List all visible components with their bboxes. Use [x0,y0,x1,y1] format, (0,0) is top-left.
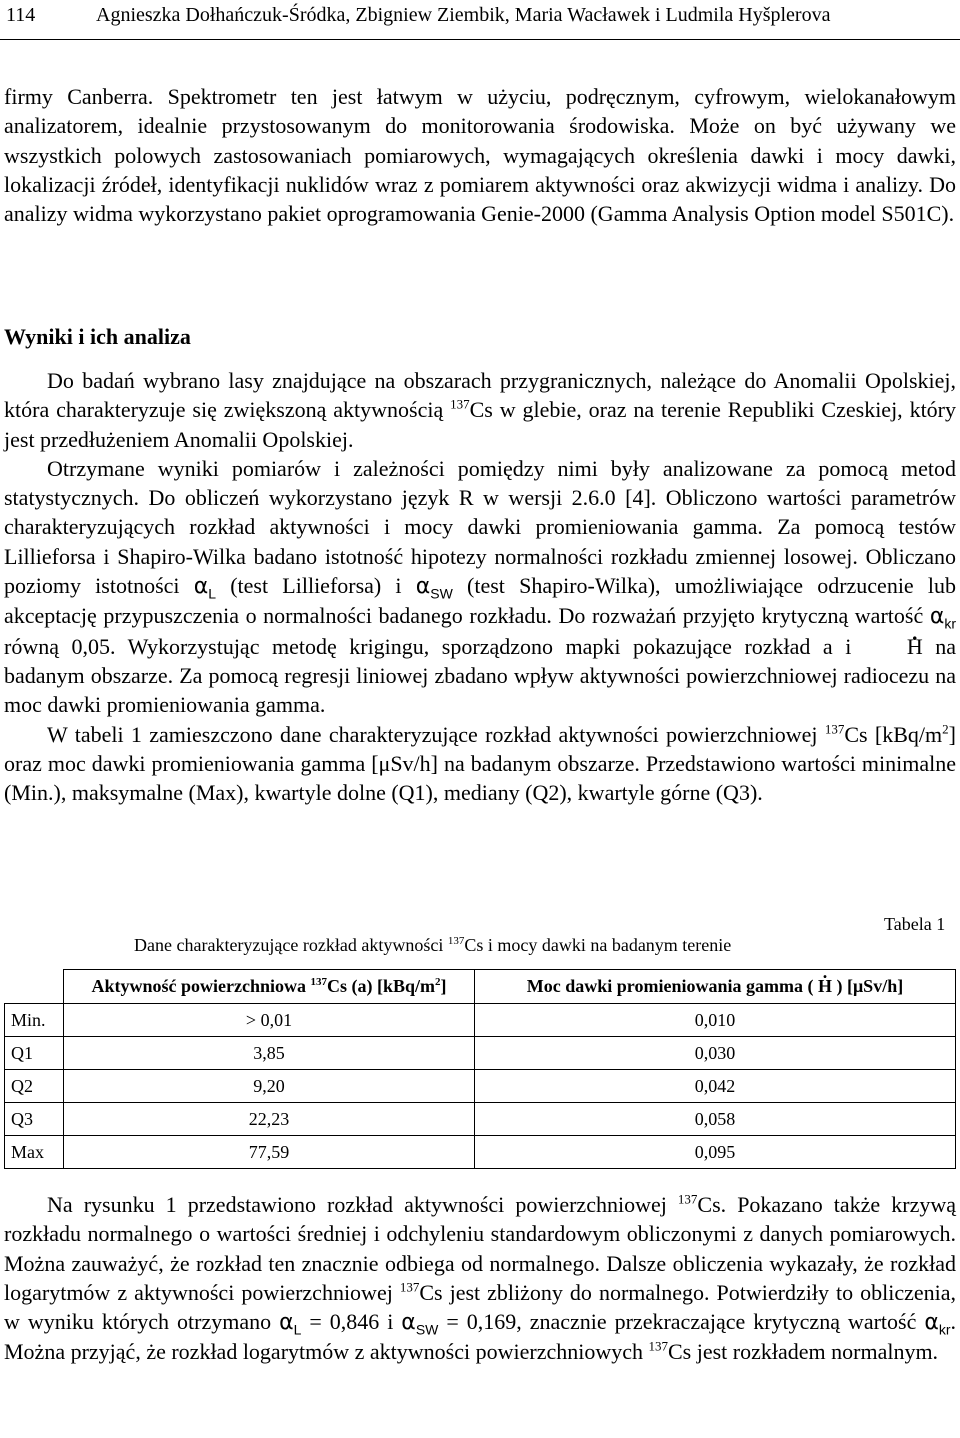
table-corner-cell [5,970,64,1004]
row-label: Q3 [5,1103,64,1136]
results-text-block [4,366,956,807]
paragraph-5: Na rysunku 1 przedstawiono rozkład aktywności powierzchniowej $^{137}$Cs. Pokazano także krzywą rozkładu normalnego o wartości średniej i odchyleniu standardowym obliczonymi z danych pomiarowych. Można zauważyć, że rozkład ten znacznie odbiega od normalnego. Dalsze obliczenia wykazały, że rozkład logarytmów z aktywności powierzchniowej $^{137}$Cs jest zbliżony do normalnego. Potwierdziły to obliczenia, w wyniku których otrzymano $\alpha_L = 0,846$ i $\alpha_{SW} = 0,169$, znacznie przekraczające krytyczną wartość $\alpha_{kr}$. Można przyjąć, że rozkład logarytmów z aktywności powierzchniowych $^{137}$Cs jest rozkładem normalnym. [4,1191,957,1365]
table-label: Tabela 1 [884,914,946,934]
activity-value: 3,85 [64,1037,475,1070]
activity-value: > 0,01 [64,1004,475,1037]
header-authors: Agnieszka Dołhańczuk-Śródka, Zbigniew Ziembik, Maria Wacławek i Ludmila Hyšplerova [96,4,831,26]
activity-value: 77,59 [64,1136,475,1169]
section-heading: Wyniki i ich analiza [4,324,191,349]
table-row [5,1070,956,1103]
table-row [5,1136,956,1169]
column-header-activity: Aktywność powierzchniowa $^{137}$Cs (a) $[kBq/m^2]$ [64,970,475,1004]
table-header-row [5,970,956,1004]
dose-rate-value: 0,010 [475,1004,956,1037]
table-row [5,1037,956,1070]
dose-rate-value: 0,030 [475,1037,956,1070]
dose-rate-value: 0,058 [475,1103,956,1136]
row-label: Q2 [5,1070,64,1103]
heading-block [4,322,956,351]
table-row [5,1004,956,1037]
data-table [4,969,956,1169]
dose-rate-value: 0,095 [475,1136,956,1169]
table-caption: Dane charakteryzujące rozkład aktywności $^{137}$Cs i mocy dawki na badanym terenie [134,935,732,955]
row-label: Q1 [5,1037,64,1070]
dose-rate-value: 0,042 [475,1070,956,1103]
paragraph-4: W tabeli 1 zamieszczono dane charakteryzujące rozkład aktywności powierzchniowej $^{137}$Cs $[kBq/m^2]$ oraz moc dawki promieniowania gamma [μSv/h] na badanym obszarze. Przedstawiono wartości minimalne (Min.), maksymalne (Max), kwartyle dolne (Q1), mediany (Q2), kwartyle górne (Q3). [4,721,956,806]
table-row [5,1103,956,1136]
paragraph-1: firmy Canberra. Spektrometr ten jest łatwym w użyciu, podręcznym, cyfrowym, wielokanałowym analizatorem, idealnie przystosowanym do monitorowania środowiska. Może on być używany we wszystkich polowych zastosowaniach pomiarowych, wymagających określenia dawki i mocy dawki, lokalizacji źródeł, identyfikacji nuklidów wraz z pomiarem aktywności oraz akwizycji widma i analizy. Do analizy widma wykorzystano pakiet oprogramowania Genie-2000 (Gamma Analysis Option model S501C). [4,84,956,227]
paragraph-2: Do badań wybrano lasy znajdujące na obszarach przygranicznych, należące do Anomalii Opolskiej, która charakteryzuje się zwiększoną aktywnością $^{137}$Cs w glebie, oraz na terenie Republiki Czeskiej, który jest przedłużeniem Anomalii Opolskiej. [4,368,957,452]
activity-value: 9,20 [64,1070,475,1103]
page-number: 114 [6,4,36,26]
row-label: Min. [5,1004,64,1037]
row-label: Max [5,1136,64,1169]
column-header-dose-rate: Moc dawki promieniowania gamma ( . H ) [μSv/h] [475,970,956,1004]
paragraph-3: Otrzymane wyniki pomiarów i zależności pomiędzy nimi były analizowane za pomocą metod statystycznych. Do obliczeń wykorzystano język R w wersji 2.6.0 [4]. Obliczono wartości parametrów charakteryzujących rozkład aktywności i mocy dawki promieniowania gamma. Za pomocą testów Lillieforsa i Shapiro-Wilka badano istotność hipotezy normalności rozkładu zmiennej losowej. Obliczano poziomy istotności $\alpha_L$ (test Lillieforsa) i $\alpha_{SW}$ (test Shapiro-Wilka), umożliwiające odrzucenie lub akceptację przypuszczenia o normalności badanego rozkładu. Do rozważań przyjęto krytyczną wartość $\alpha_{kr}$ równą 0,05. Wykorzystując metodę krigingu, sporządzono mapki pokazujące rozkład a i . H na badanym obszarze. Za pomocą regresji liniowej zbadano wpływ aktywności powierzchniowej radiocezu na moc dawki promieniowania gamma. [4,454,956,720]
activity-value: 22,23 [64,1103,475,1136]
paragraph-1-block [4,82,956,228]
running-header [0,0,960,40]
paragraph-5-block [4,1190,956,1367]
